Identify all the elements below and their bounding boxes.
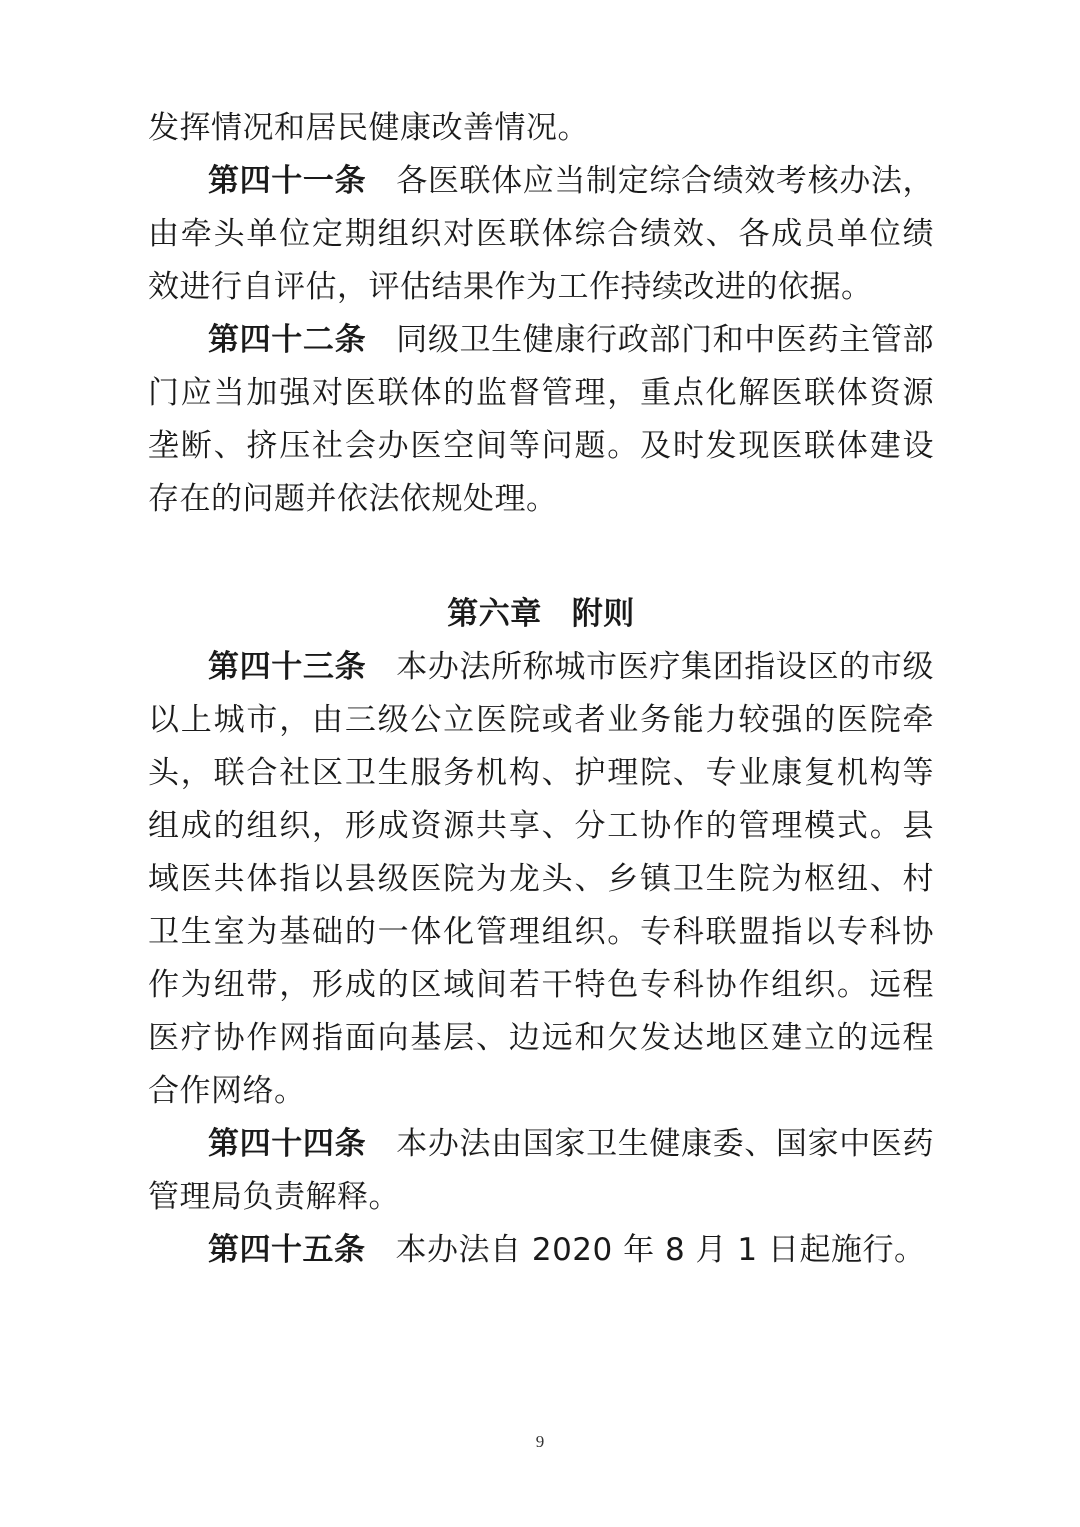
article-42 — [148, 314, 934, 526]
article-44-title: 第四十四条 — [208, 1126, 367, 1162]
article-41-title: 第四十一条 — [208, 163, 367, 199]
article-43-title: 第四十三条 — [208, 649, 367, 685]
article-41 — [148, 155, 934, 314]
article-42-text: 同级卫生健康行政部门和中医药主管部门应当加强对医联体的监督管理，重点化解医联体资源垄断、挤压社会办医空间等问题。及时发现医联体建设存在的问题并依法依规处理。 — [148, 322, 935, 517]
article-43-text: 本办法所称城市医疗集团指设区的市级以上城市，由三级公立医院或者业务能力较强的医院牵头，联合社区卫生服务机构、护理院、专业康复机构等组成的组织，形成资源共享、分工协作的管理模式。县域医共体指以县级医院为龙头、乡镇卫生院为枢纽、村卫生室为基础的一体化管理组织。专科联盟指以专科协作为纽带，形成的区域间若干特色专科协作组织。远程医疗协作网指面向基层、边远和欠发达地区建立的远程合作网络。 — [148, 649, 935, 1109]
article-42-title: 第四十二条 — [208, 322, 367, 358]
article-45-title: 第四十五条 — [208, 1232, 366, 1268]
article-44 — [148, 1118, 934, 1224]
chapter-heading — [148, 588, 934, 641]
document-body — [148, 102, 934, 1277]
chapter-name: 附则 — [571, 596, 635, 632]
article-44-text: 本办法由国家卫生健康委、国家中医药管理局负责解释。 — [148, 1126, 935, 1215]
continuation-paragraph — [148, 102, 934, 155]
continuation-text: 发挥情况和居民健康改善情况。 — [148, 110, 589, 146]
article-45-text: 本办法自 2020 年 8 月 1 日起施行。 — [395, 1232, 926, 1268]
page-number: 9 — [535, 1432, 545, 1451]
article-45 — [148, 1224, 934, 1277]
chapter-number: 第六章 — [447, 596, 542, 632]
article-41-text: 各医联体应当制定综合绩效考核办法，由牵头单位定期组织对医联体综合绩效、各成员单位绩效进行自评估，评估结果作为工作持续改进的依据。 — [148, 163, 935, 305]
article-43 — [148, 641, 934, 1118]
